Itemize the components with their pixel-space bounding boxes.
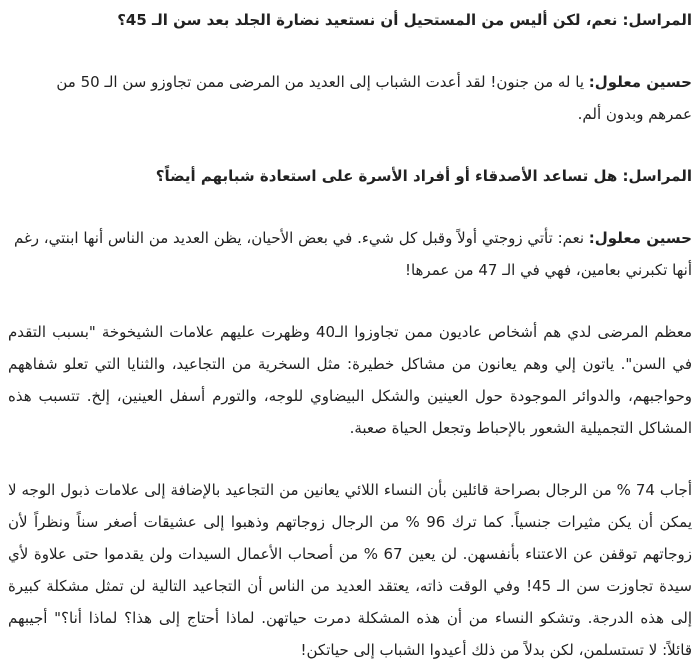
body-paragraph: معظم المرضى لدي هم أشخاص عاديون ممن تجاوزوا الـ40 وظهرت عليهم علامات الشيخوخة "بسبب التقدم في السن". ياتون إلي وهم يعانون من مشاكل خطيرة: مثل السخرية من التجاعيد، والثنايا التي تعلو شفاههم وحواجبهم، والدوائر الموجودة حول العينين والشكل البيضاوي للوجه، والتورم أسفل العينين، إلخ. تتسبب هذه المشاكل التجميلية الشعور بالإحباط وتجعل الحياة صعبة. (8, 323, 692, 437)
answer-text: نعم: تأتي زوجتي أولاً وقبل كل شيء. في بعض الأحيان، يظن العديد من الناس أنها ابنتي، رغم أنها تكبرني بعامين، فهي في الـ 47 من عمرها! (13, 229, 692, 279)
speaker-name: حسين معلول: (588, 73, 692, 91)
speaker-name: حسين معلول: (588, 229, 692, 247)
doctor-answer (8, 66, 692, 130)
body-paragraph: أجاب 74 % من الرجال بصراحة قائلين بأن النساء اللائي يعانين من التجاعيد بالإضافة إلى علامات ذبول الوجه لا يمكن أن يكن مثيرات جنسياً. كما ترك 96 % من الرجال زوجاتهم وذهبوا إلى عشيقات أصغر سناً ونظراً لأن زوجاتهم توقفن عن الاعتناء بأنفسهن. لن يعين 67 % من أصحاب الأعمال السيدات ولن يقدموا حتى علاوة لأي سيدة تجاوزت سن الـ 45! وفي الوقت ذاته، يعتقد العديد من الناس أن التجاعيد التالية لن تمثل مشكلة كبيرة إلى هذه الدرجة. وتشكو النساء من أن هذه المشكلة دمرت حياتهن. لماذا أحتاج إلى هذا؟ لماذا أنا؟" أجيبهم قائلاً: لا تستسلمن، لكن بدلاً من ذلك أعيدوا الشباب إلى حياتكن! (8, 481, 692, 659)
reporter-question: المراسل: نعم، لكن أليس من المستحيل أن نستعيد نضارة الجلد بعد سن الـ 45؟ (117, 11, 692, 29)
reporter-question: المراسل: هل تساعد الأصدقاء أو أفراد الأسرة على استعادة شبابهم أيضاً؟ (155, 167, 692, 185)
answer-text: يا له من جنون! لقد أعدت الشباب إلى العديد من المرضى ممن تجاوزو سن الـ 50 من عمرهم وبدون ألم. (56, 73, 692, 123)
doctor-answer (8, 222, 692, 286)
